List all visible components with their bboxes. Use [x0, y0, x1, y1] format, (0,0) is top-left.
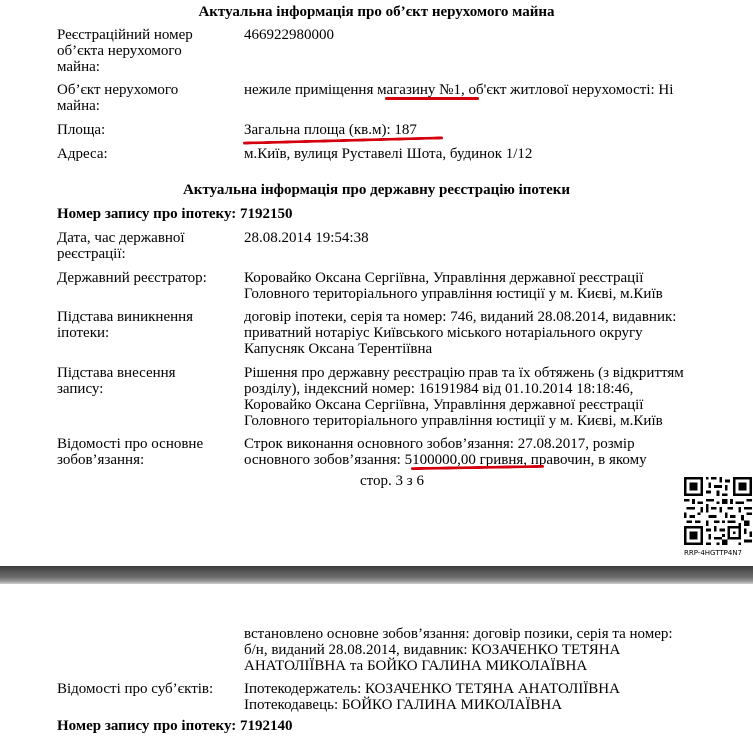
- address-value: м.Київ, вулиця Руставелі Шота, будинок 1/12: [244, 146, 533, 162]
- entry-basis-value: Рішення про державну реєстрацію прав та їх обтяжень (з відкриттям розділу), індексний номер: 16191984 від 01.10.2014 18:18:46, Коровайко Оксана Сергіївна, Управління державної реєстрації Головного територіального управління юстиції у м. Києві, м.Київ: [244, 365, 684, 429]
- registration-date-value: 28.08.2014 19:54:38: [244, 230, 369, 246]
- subjects-label: Відомості про суб’єктів:: [57, 681, 214, 697]
- reg-number-value: 466922980000: [244, 27, 334, 43]
- registration-date-label: Дата, час державної реєстрації:: [57, 230, 185, 262]
- obligation-value: Строк виконання основного зобов’язання: 27.08.2017, розмір основного зобов’язання: 5100000,00 гривня, правочин, в якому: [244, 436, 647, 468]
- area-label: Площа:: [57, 122, 106, 138]
- object-label: Об’єкт нерухомого майна:: [57, 82, 179, 114]
- reg-number-label: Реєстраційний номер об’єкта нерухомого майна:: [57, 27, 193, 75]
- red-underline-shop: [385, 97, 479, 100]
- page-number: стор. 3 з 6: [360, 473, 424, 489]
- section-heading-mortgage: Актуальна інформація про державну реєстрацію іпотеки: [182, 182, 571, 198]
- entry-basis-label: Підстава внесення запису:: [57, 365, 176, 397]
- mortgage-basis-value: договір іпотеки, серія та номер: 746, виданий 28.08.2014, видавник: приватний нотаріус Київського міського нотаріального округу Капусняк Оксана Терентіївна: [244, 309, 677, 357]
- obligation-continuation: встановлено основне зобов’язання: договір позики, серія та номер: б/н, виданий 28.08.2014, видавник: КОЗАЧЕНКО ТЕТЯНА АНАТОЛІЇВНА та БОЙКО ГАЛИНА МИКОЛАЇВНА: [244, 626, 673, 674]
- page-break-band: [0, 566, 753, 584]
- address-label: Адреса:: [57, 146, 108, 162]
- mortgage-basis-label: Підстава виникнення іпотеки:: [57, 309, 194, 341]
- area-value: Загальна площа (кв.м): 187: [244, 122, 417, 138]
- next-mortgage-record-title: Номер запису про іпотеку: 7192140: [57, 718, 293, 734]
- obligation-label: Відомості про основне зобов’язання:: [57, 436, 204, 468]
- qr-caption: RRP-4HGTTP4N7: [684, 549, 743, 557]
- object-value: нежиле приміщення магазину №1, об'єкт житлової нерухомості: Ні: [244, 82, 674, 98]
- registrar-label: Державний реєстратор:: [57, 270, 207, 286]
- subjects-value: Іпотекодержатель: КОЗАЧЕНКО ТЕТЯНА АНАТОЛІЇВНА Іпотекодавець: БОЙКО ГАЛИНА МИКОЛАЇВНА: [244, 681, 620, 713]
- qr-code: [684, 477, 752, 545]
- section-heading-property: Актуальна інформація про об’єкт нерухомого майна: [198, 4, 555, 20]
- registrar-value: Коровайко Оксана Сергіївна, Управління державної реєстрації Головного територіального управління юстиції у м. Києві, м.Київ: [244, 270, 663, 302]
- mortgage-record-title: Номер запису про іпотеку: 7192150: [57, 206, 293, 222]
